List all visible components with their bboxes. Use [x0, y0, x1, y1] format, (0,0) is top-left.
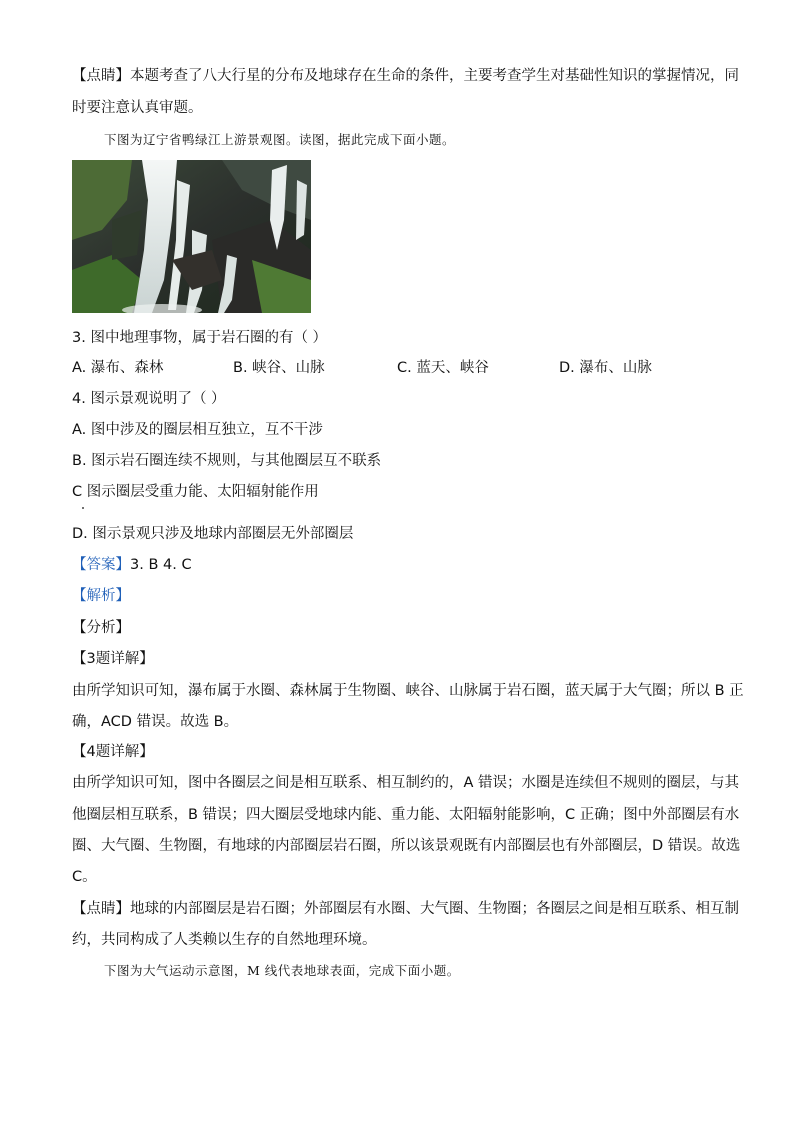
- q4-detail-line1: 由所学知识可知，图中各圈层之间是相互联系、相互制约的，A 错误；水圈是连续但不规则的圈层，与其: [72, 775, 740, 791]
- q4-stem: 4. 图示景观说明了（ ）: [72, 391, 226, 407]
- q4-option-a: A. 图中涉及的圈层相互独立，互不干涉: [72, 422, 323, 438]
- final-note-tag: 【点睛】: [72, 901, 130, 917]
- q4-option-c: C 图示圈层受重力能、太阳辐射能作用: [72, 484, 319, 500]
- answer-tag: 【答案】: [72, 557, 130, 573]
- q4-detail-line4: C。: [72, 869, 97, 885]
- q3-option-a: A. 瀑布、森林: [72, 360, 164, 376]
- answer-text: 3. B 4. C: [130, 557, 192, 573]
- fenxi-tag: 【分析】: [72, 620, 130, 636]
- final-note-line1: 【点睛】地球的内部圈层是岩石圈；外部圈层有水圈、大气圈、生物圈；各圈层之间是相互联系、相互制: [72, 901, 739, 917]
- q4-option-d: D. 图示景观只涉及地球内部圈层无外部圈层: [72, 526, 354, 542]
- waterfall-photo: [72, 160, 311, 313]
- intro-caption: 下图为辽宁省鸭绿江上游景观图。读图，据此完成下面小题。: [104, 132, 456, 147]
- note-paragraph-line1: 【点睛】本题考查了八大行星的分布及地球存在生命的条件，主要考查学生对基础性知识的掌握情况，同: [72, 68, 739, 84]
- stray-dot: [82, 507, 84, 509]
- q3-detail-line2: 确，ACD 错误。故选 B。: [72, 714, 239, 730]
- answer-line: [72, 555, 192, 575]
- q4-detail-line2: 他圈层相互联系，B 错误；四大圈层受地球内能、重力能、太阳辐射能影响，C 正确；图中外部圈层有水: [72, 807, 740, 823]
- q3-options: [72, 358, 722, 378]
- q3-option-d: D. 瀑布、山脉: [559, 360, 652, 376]
- q4-option-b: B. 图示岩石圈连续不规则，与其他圈层互不联系: [72, 453, 382, 469]
- note-tag: 【点睛】: [72, 68, 130, 84]
- q4-detail-tag: 【4题详解】: [72, 744, 154, 760]
- analysis-tag: 【解析】: [72, 588, 130, 604]
- q4-detail-line3: 圈、大气圈、生物圈，有地球的内部圈层岩石圈，所以该景观既有内部圈层也有外部圈层，D 错误。故选: [72, 838, 741, 854]
- note-paragraph-line2: 时要注意认真审题。: [72, 100, 203, 116]
- q3-option-c: C. 蓝天、峡谷: [397, 360, 489, 376]
- q3-stem: 3. 图中地理事物，属于岩石圈的有（ ）: [72, 330, 328, 346]
- q3-detail-tag: 【3题详解】: [72, 651, 154, 667]
- next-intro-caption: 下图为大气运动示意图，M 线代表地球表面，完成下面小题。: [104, 963, 460, 978]
- final-note-line2: 约，共同构成了人类赖以生存的自然地理环境。: [72, 932, 377, 948]
- q3-detail-line1: 由所学知识可知，瀑布属于水圈、森林属于生物圈、峡谷、山脉属于岩石圈，蓝天属于大气圈；所以 B 正: [72, 683, 744, 699]
- q3-option-b: B. 峡谷、山脉: [233, 360, 325, 376]
